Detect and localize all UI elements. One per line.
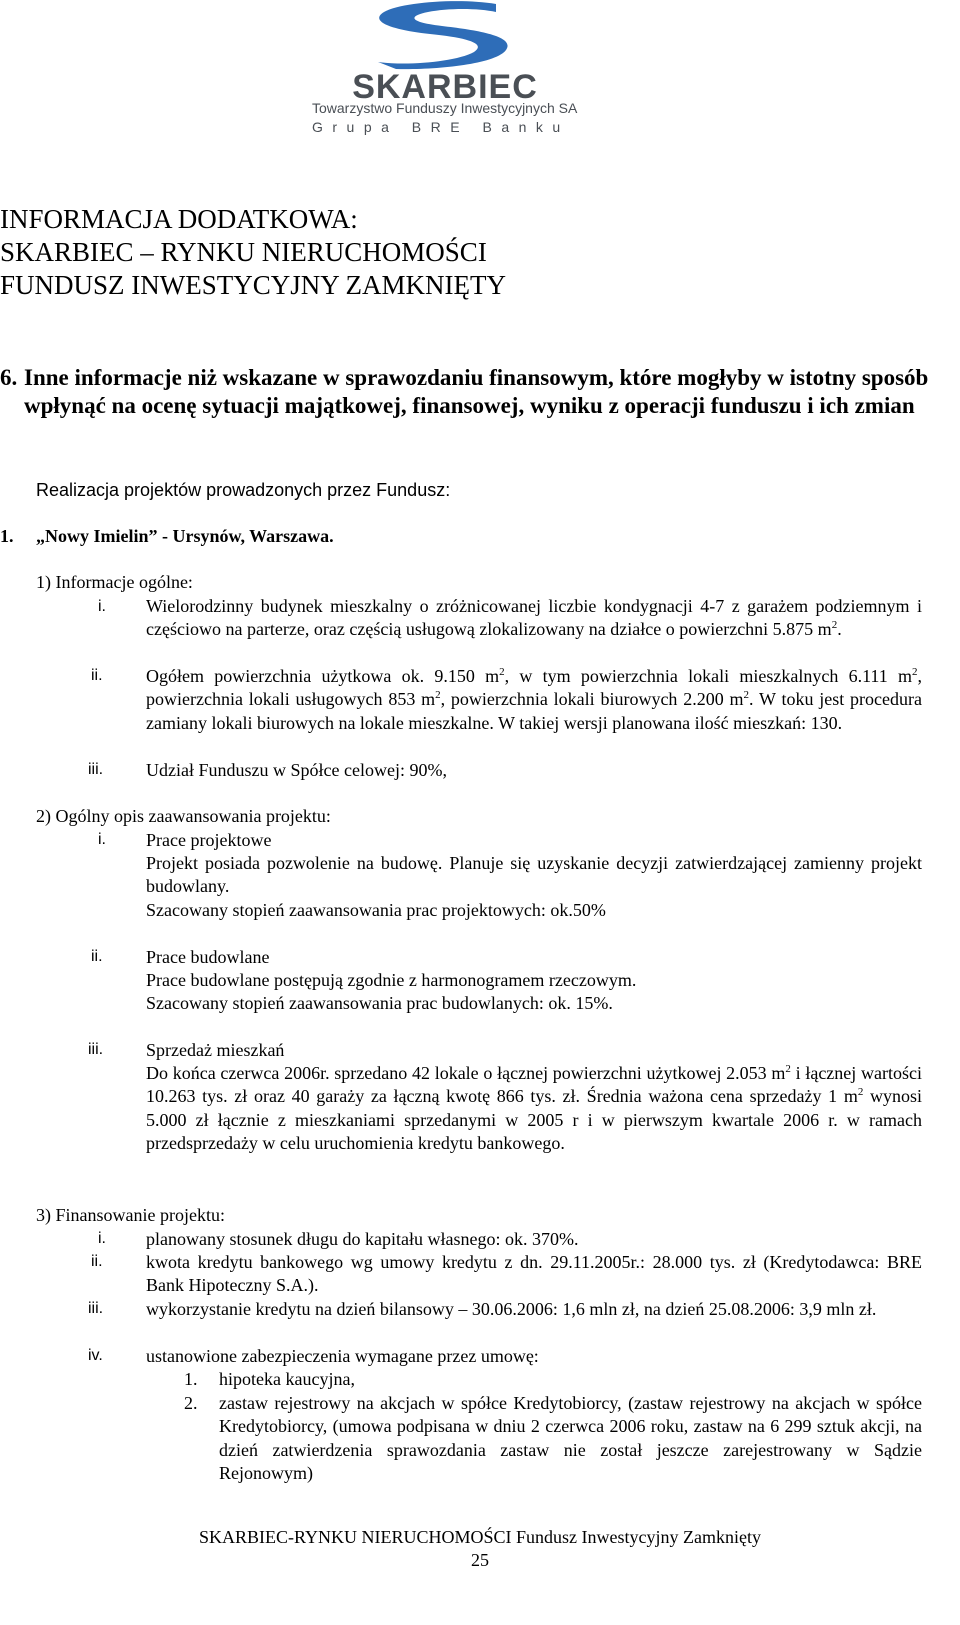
part3-sub2-text: zastaw rejestrowy na akcjach w spółce Kredytobiorcy, (zastaw rejestrowy na akcjach w spółce Kredytobiorcy, (umowa podpisana w dniu 2 czerwca 2006 roku, zastaw na 6 299 sztuk akcji, na dzień zatwierdzenia sprawozdania zastaw nie został jeszcze zarejestrowany w Sądzie Rejonowym) <box>219 1393 922 1483</box>
part1-i-text: Wielorodzinny budynek mieszkalny o zróżnicowanej liczbie kondygnacji 4-7 z garażem podziemnym i częściowo na parterze, oraz częścią usługową zlokalizowany na działce o powierzchni 5.875 $m^2$. <box>146 596 922 640</box>
project-number: 1. <box>0 526 14 546</box>
part3-ii-text: kwota kredytu bankowego wg umowy kredytu z dn. 29.11.2005r.: 28.000 tys. zł (Kredytodawca: BRE Bank Hipoteczny S.A.). <box>146 1252 922 1296</box>
part3-sub1-label: 1. <box>184 1369 198 1389</box>
logo-name: SKARBIEC <box>352 68 538 106</box>
part2-i-title: Prace projektowe <box>146 830 272 850</box>
part2-iii-title: Sprzedaż mieszkań <box>146 1040 285 1060</box>
page-number: 25 <box>471 1550 489 1570</box>
part1-ii-text: Ogółem powierzchnia użytkowa ok. 9.150 $m^2$, w tym powierzchnia lokali mieszkalnych 6.111 $m^2$, powierzchnia lokali usługowych 853 $m^2$, powierzchnia lokali biurowych 2.200 $m^2$. W toku jest procedura zamiany lokali biurowych na lokale mieszkalne. W takiej wersji planowana ilość mieszkań: 130. <box>146 666 922 733</box>
page-footer <box>0 1526 960 1572</box>
part3-sub2-label: 2. <box>184 1393 198 1413</box>
part1-heading: 1) Informacje ogólne: <box>36 572 193 592</box>
part3-iii-label: iii. <box>88 1300 104 1317</box>
logo-subtitle: Towarzystwo Funduszy Inwestycyjnych SA <box>312 100 578 116</box>
part2-ii-progress: Szacowany stopień zaawansowania prac budowlanych: ok. 15%. <box>146 993 613 1013</box>
project-heading <box>0 525 334 548</box>
part3-ii-label: ii. <box>91 1253 103 1270</box>
part2-i-text: Projekt posiada pozwolenie na budowę. Planuje się uzyskanie decyzji zatwierdzającej zamienny projekt budowlany. <box>146 853 922 897</box>
part2-ii-label: ii. <box>91 948 103 965</box>
part3-iv-text: ustanowione zabezpieczenia wymagane przez umowę: <box>146 1346 539 1366</box>
skarbiec-logo <box>310 0 580 138</box>
title-line-3: FUNDUSZ INWESTYCYJNY ZAMKNIĘTY <box>0 270 506 300</box>
part3-iv-label: iv. <box>88 1347 103 1364</box>
part1-i-label: i. <box>98 598 106 615</box>
part3-sub1-text: hipoteka kaucyjna, <box>219 1369 355 1389</box>
title-line-2: SKARBIEC – RYNKU NIERUCHOMOŚCI <box>0 237 487 267</box>
part2-i-progress: Szacowany stopień zaawansowania prac projektowych: ok.50% <box>146 900 606 920</box>
part2-ii-text: Prace budowlane postępują zgodnie z harmonogramem rzeczowym. <box>146 970 637 990</box>
part2-ii-title: Prace budowlane <box>146 947 270 967</box>
part1-iii-text: Udział Funduszu w Spółce celowej: 90%, <box>146 760 447 780</box>
document-title <box>0 203 506 302</box>
logo-group: Grupa BRE Banku <box>312 119 570 135</box>
footer-text: SKARBIEC-RYNKU NIERUCHOMOŚCI Fundusz Inwestycyjny Zamknięty <box>199 1527 761 1547</box>
part2-iii-text: Do końca czerwca 2006r. sprzedano 42 lokale o łącznej powierzchni użytkowej 2.053 $m^2$ i łącznej wartości 10.263 tys. zł oraz 40 garaży za łączną kwotę 866 tys. zł. Średnia ważona cena sprzedaży 1 $m^2$ wynosi 5.000 zł łącznie z mieszkaniami sprzedanymi w 2005 r i w pierwszym kwartale 2006 r. w ramach przedsprzedaży w celu uruchomienia kredytu bankowego. <box>146 1063 922 1153</box>
part1-ii-label: ii. <box>91 667 103 684</box>
section-number: 6. <box>0 365 18 390</box>
part3-i-text: planowany stosunek długu do kapitału własnego: ok. 370%. <box>146 1229 579 1249</box>
part3-iii-text: wykorzystanie kredytu na dzień bilansowy – 30.06.2006: 1,6 mln zł, na dzień 25.08.2006: 3,9 mln zł. <box>146 1299 877 1319</box>
part2-heading: 2) Ogólny opis zaawansowania projektu: <box>36 806 331 826</box>
part3-i-label: i. <box>98 1230 106 1247</box>
intro-text: Realizacja projektów prowadzonych przez Fundusz: <box>36 480 451 500</box>
skarbiec-swoosh-icon <box>310 0 580 70</box>
section-text: Inne informacje niż wskazane w sprawozdaniu finansowym, które mogłyby w istotny sposób wpłynąć na ocenę sytuacji majątkowej, finansowej, wyniku z operacji funduszu i ich zmian <box>24 365 929 418</box>
part3-heading: 3) Finansowanie projektu: <box>36 1205 225 1225</box>
part2-i-label: i. <box>98 831 106 848</box>
title-line-1: INFORMACJA DODATKOWA: <box>0 204 358 234</box>
part2-iii-label: iii. <box>88 1041 104 1058</box>
project-title: „Nowy Imielin” - Ursynów, Warszawa. <box>36 526 334 546</box>
part1-iii-label: iii. <box>88 761 104 778</box>
